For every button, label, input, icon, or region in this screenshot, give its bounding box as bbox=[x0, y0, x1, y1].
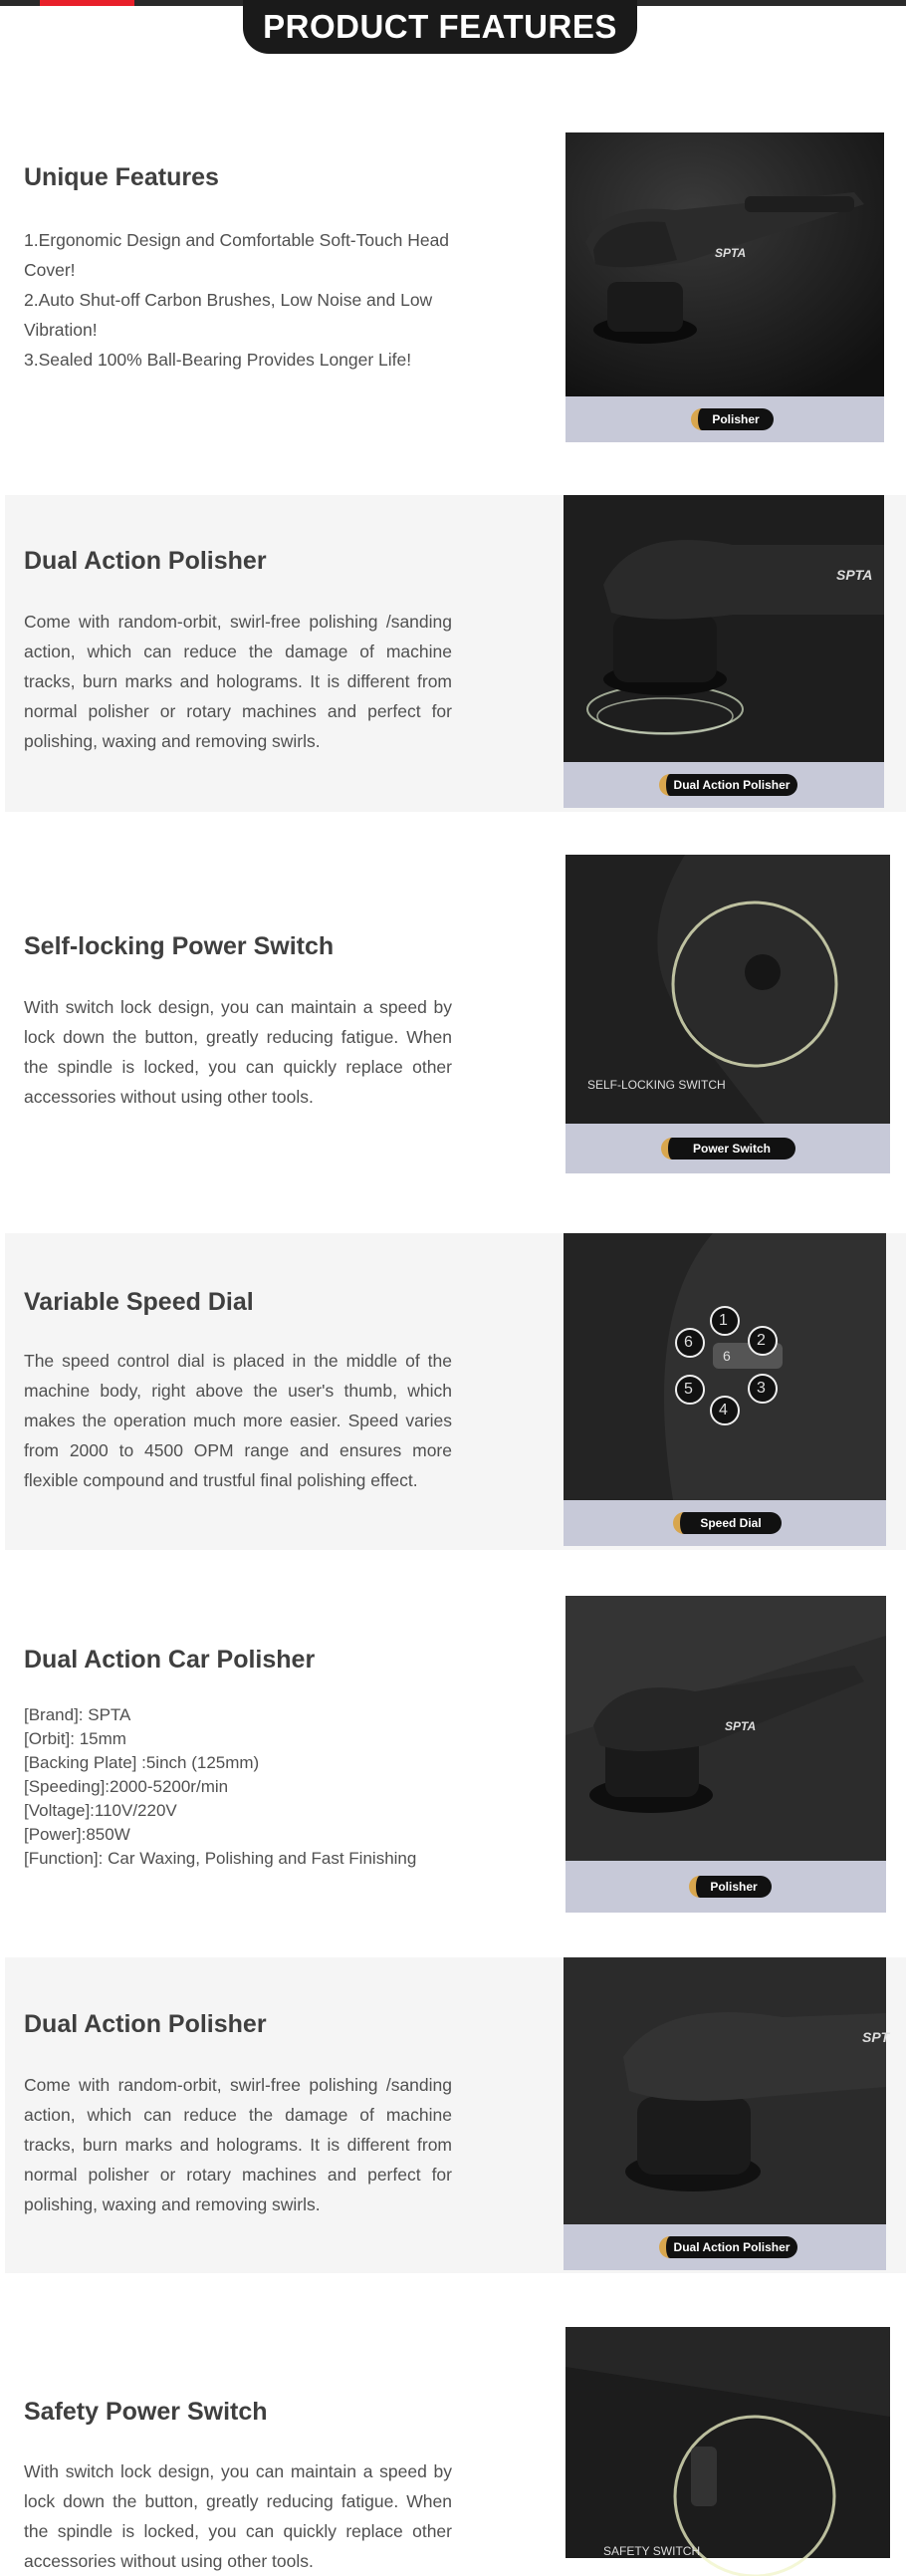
section-title: Safety Power Switch bbox=[24, 2398, 268, 2426]
product-photo bbox=[566, 2327, 890, 2558]
section-dual-action-polisher bbox=[0, 495, 906, 812]
brand-logo: SPTA bbox=[725, 1719, 757, 1733]
caption-badge: Speed Dial bbox=[673, 1512, 782, 1534]
feature-item: 3.Sealed 100% Ball-Bearing Provides Longer Life! bbox=[24, 350, 412, 370]
section-title: Dual Action Polisher bbox=[24, 2010, 267, 2038]
feature-list bbox=[24, 225, 452, 375]
product-photo bbox=[566, 1596, 886, 1861]
spec-list bbox=[24, 1703, 452, 1871]
dial-number: 1 bbox=[719, 1312, 728, 1329]
caption-badge: Dual Action Polisher bbox=[659, 774, 797, 796]
dial-number: 4 bbox=[719, 1402, 728, 1418]
spec-item: [Power]:850W bbox=[24, 1825, 130, 1844]
caption-badge: Dual Action Polisher bbox=[659, 2236, 797, 2258]
section-description: With switch lock design, you can maintain a speed by lock down the button, greatly reducing fatigue. When the spindle is locked, you can quickly replace other accessories without using other tools. bbox=[24, 2461, 452, 2571]
caption-strip bbox=[566, 396, 884, 442]
section-safety-power-switch bbox=[0, 2323, 906, 2571]
section-description: The speed control dial is placed in the middle of the machine body, right above the user's thumb, which makes the operation much more easier. Speed varies from 2000 to 4500 OPM range and ensures more flexible compound and trustful final polishing effect. bbox=[24, 1351, 452, 1490]
product-photo bbox=[566, 132, 884, 396]
spec-item: [Function]: Car Waxing, Polishing and Fast Finishing bbox=[24, 1849, 417, 1868]
section-title: Variable Speed Dial bbox=[24, 1288, 254, 1316]
section-title: Self-locking Power Switch bbox=[24, 932, 335, 960]
product-photo bbox=[564, 495, 884, 762]
section-title: Dual Action Car Polisher bbox=[24, 1646, 316, 1674]
dial-number: 6 bbox=[684, 1334, 693, 1351]
caption-strip bbox=[564, 1500, 886, 1546]
page-title: PRODUCT FEATURES bbox=[243, 0, 637, 54]
feature-item: 1.Ergonomic Design and Comfortable Soft-Touch Head Cover! bbox=[24, 230, 450, 280]
photo-label: SAFETY SWITCH bbox=[603, 2544, 701, 2558]
spec-item: [Orbit]: 15mm bbox=[24, 1729, 126, 1748]
section-description: With switch lock design, you can maintain a speed by lock down the button, greatly reducing fatigue. When the spindle is locked, you can quickly replace other accessories without using other tools. bbox=[24, 997, 452, 1107]
caption-strip bbox=[566, 1124, 890, 1173]
brand-logo: SPTA bbox=[836, 567, 873, 583]
dial-number: 5 bbox=[684, 1381, 693, 1398]
spec-item: [Brand]: SPTA bbox=[24, 1705, 131, 1724]
dial-number: 2 bbox=[757, 1332, 766, 1349]
spec-item: [Speeding]:2000-5200r/min bbox=[24, 1777, 229, 1796]
caption-strip bbox=[566, 1861, 886, 1913]
caption-badge: Power Switch bbox=[661, 1138, 795, 1159]
brand-logo: SPT bbox=[862, 2029, 890, 2045]
product-photo bbox=[566, 855, 890, 1124]
section-dual-action-car-polisher bbox=[0, 1594, 906, 1919]
product-photo bbox=[564, 1957, 890, 2224]
section-dual-action-polisher-2 bbox=[0, 1957, 906, 2273]
dial-number: 6 bbox=[723, 1348, 731, 1364]
feature-item: 2.Auto Shut-off Carbon Brushes, Low Noise and Low Vibration! bbox=[24, 290, 433, 340]
section-description: Come with random-orbit, swirl-free polishing /sanding action, which can reduce the damage of machine tracks, burn marks and holograms. It is different from normal polisher or rotary machines and perfect for polishing, waxing and removing swirls. bbox=[24, 2075, 452, 2214]
section-variable-speed-dial bbox=[0, 1233, 906, 1550]
section-title: Unique Features bbox=[24, 163, 219, 191]
brand-logo: SPTA bbox=[715, 246, 747, 260]
section-self-locking-power-switch bbox=[0, 855, 906, 1178]
caption-badge: Polisher bbox=[691, 408, 774, 430]
caption-strip bbox=[564, 762, 884, 808]
section-title: Dual Action Polisher bbox=[24, 547, 267, 575]
product-photo bbox=[564, 1233, 886, 1500]
caption-strip bbox=[564, 2224, 886, 2270]
spec-item: [Backing Plate] :5inch (125mm) bbox=[24, 1753, 260, 1772]
photo-label: SELF-LOCKING SWITCH bbox=[587, 1078, 726, 1092]
dial-number: 3 bbox=[757, 1380, 766, 1397]
caption-badge: Polisher bbox=[689, 1876, 772, 1898]
top-bar-accent bbox=[40, 0, 134, 6]
section-description: Come with random-orbit, swirl-free polishing /sanding action, which can reduce the damage of machine tracks, burn marks and holograms. It is different from normal polisher or rotary machines and perfect for polishing, waxing and removing swirls. bbox=[24, 612, 452, 751]
spec-item: [Voltage]:110V/220V bbox=[24, 1801, 177, 1820]
section-unique-features bbox=[0, 120, 906, 458]
